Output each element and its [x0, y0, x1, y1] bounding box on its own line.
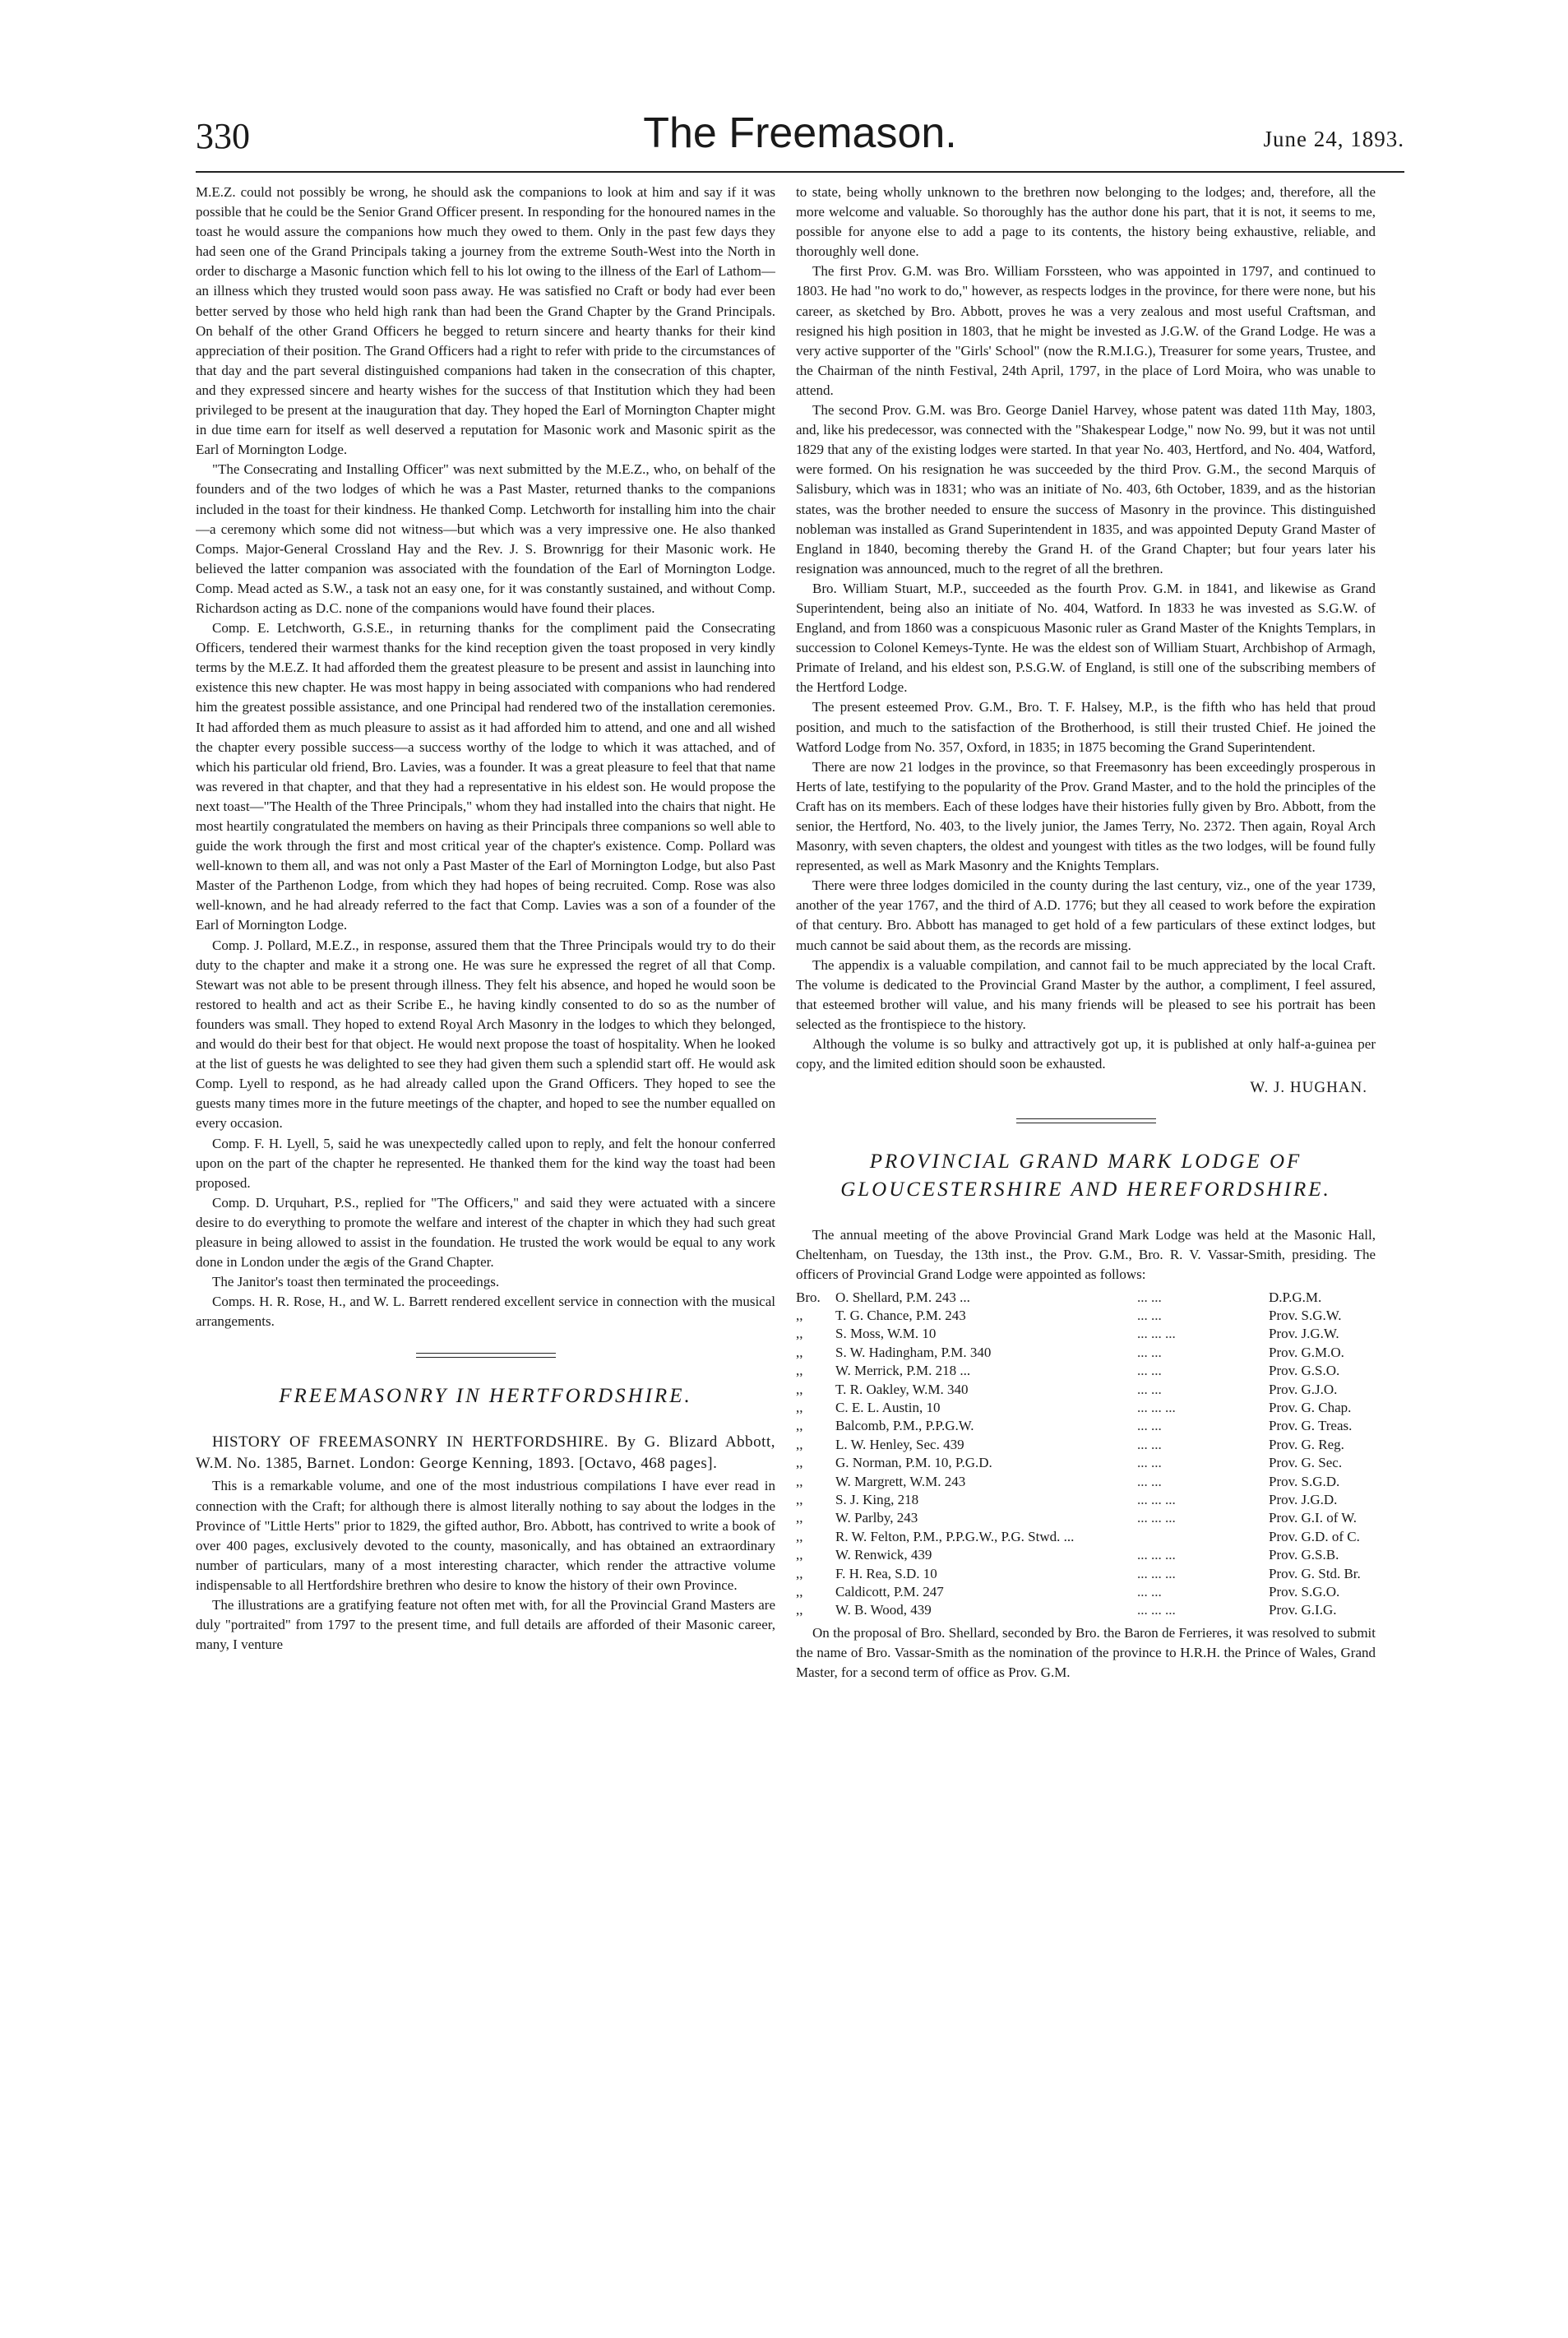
leader-dots: ... ... ...: [1137, 1326, 1176, 1342]
officer-row: [796, 1417, 1376, 1435]
officer-office: Prov. J.G.W.: [1269, 1326, 1339, 1342]
officer-row: [796, 1601, 1376, 1619]
officer-prefix: ,,: [796, 1307, 803, 1323]
officer-prefix: Bro.: [796, 1289, 821, 1305]
leader-dots: ... ... ...: [1137, 1547, 1176, 1563]
issue-date: June 24, 1893.: [1263, 127, 1404, 151]
officer-name: O. Shellard, P.M. 243 ...: [835, 1289, 970, 1305]
officer-office: Prov. S.G.O.: [1269, 1584, 1340, 1600]
article-paragraph: Comps. H. R. Rose, H., and W. L. Barrett rendered excellent service in connection with the musical arrangements.: [196, 1294, 775, 1330]
article-paragraph: The appendix is a valuable compilation, and cannot fail to be much appreciated by the local Craft. The volume is dedicated to the Provincial Grand Master by the author, a compliment, I feel assured, that esteemed brother will value, and his many friends will be pleased to see his portrait has been selected as the frontispiece to the history.: [796, 956, 1376, 1032]
officer-row: [796, 1436, 1376, 1454]
section-heading-hertfordshire: FREEMASONRY IN HERTFORDSHIRE.: [279, 1385, 692, 1408]
article-paragraph: to state, being wholly unknown to the brethren now belonging to the lodges; and, therefore, all the more welcome and valuable. So thoroughly has the author done his part, that it is not, it seems to me, possible for anyone else to add a page to its contents, the history being exhaustive, reliable, and thoroughly well done.: [796, 184, 1376, 260]
officer-prefix: ,,: [796, 1547, 803, 1563]
leader-dots: ... ...: [1137, 1307, 1162, 1323]
officer-name: W. Margrett, W.M. 243: [835, 1473, 966, 1489]
left-column: [196, 183, 775, 2288]
officer-row: [796, 1325, 1376, 1343]
officer-row: [796, 1399, 1376, 1417]
officer-prefix: ,,: [796, 1510, 803, 1526]
officer-name: G. Norman, P.M. 10, P.G.D.: [835, 1455, 992, 1471]
author-signature: W. J. HUGHAN.: [1250, 1079, 1367, 1097]
officer-row: [796, 1565, 1376, 1583]
leader-dots: ... ... ...: [1137, 1510, 1176, 1526]
article-paragraph: Although the volume is so bulky and attractively got up, it is published at only half-a-guinea per copy, and the limited edition should soon be exhausted.: [796, 1036, 1376, 1072]
officer-prefix: ,,: [796, 1326, 803, 1342]
officers-list: [796, 1289, 1376, 1620]
officer-office: Prov. G.I.G.: [1269, 1602, 1337, 1618]
officer-prefix: ,,: [796, 1491, 803, 1507]
officer-office: Prov. G.S.O.: [1269, 1363, 1340, 1379]
right-column: [796, 183, 1376, 2288]
officer-row: [796, 1307, 1376, 1325]
officer-office: Prov. G.M.O.: [1269, 1344, 1344, 1360]
article-paragraph: The annual meeting of the above Provincial Grand Mark Lodge was held at the Masonic Hall, Cheltenham, on Tuesday, the 13th inst., the Prov. G.M., Bro. R. V. Vassar-Smith, presiding. The officers of Provincial Grand Lodge were appointed as follows:: [796, 1227, 1376, 1283]
officer-row: [796, 1509, 1376, 1527]
section-heading-mark-lodge: PROVINCIAL GRAND MARK LODGE OF GLOUCESTERSHIRE AND HEREFORDSHIRE.: [840, 1150, 1331, 1201]
article-paragraph: This is a remarkable volume, and one of the most industrious compilations I have ever read in connection with the Craft; for although there is almost literally nothing to say about the lodges in the Province of "Little Herts" prior to 1829, the gifted author, Bro. Abbott, has contrived to write a book of over 400 pages, exclusively devoted to the county, masonically, and has obtained an extraordinary number of particulars, many of a most interesting character, which render the attractive volume indispensable to all Hertfordshire brethren who desire to know the history of their own Province.: [196, 1478, 775, 1593]
officer-name: W. Merrick, P.M. 218 ...: [835, 1363, 971, 1379]
article-paragraph: The first Prov. G.M. was Bro. William Forssteen, who was appointed in 1797, and continued to 1803. He had "no work to do," however, as respects lodges in the province, for there were none, but his career, as sketched by Bro. Abbott, proves he was a very zealous and most useful Craftsman, and resigned his high position in 1803, that he might be invested as J.G.W. of the Grand Lodge. He was a very active supporter of the "Girls' School" (now the R.M.I.G.), Treasurer for some years, Trustee, and the Chairman of the ninth Festival, 24th April, 1797, in the place of Lord Moira, who was unable to attend.: [796, 263, 1376, 398]
officer-prefix: ,,: [796, 1473, 803, 1489]
officer-name: W. B. Wood, 439: [835, 1602, 932, 1618]
officer-office: D.P.G.M.: [1269, 1289, 1322, 1305]
officer-office: Prov. G. Std. Br.: [1269, 1565, 1361, 1581]
article-paragraph: The present esteemed Prov. G.M., Bro. T. F. Halsey, M.P., is the fifth who has held that proud position, and much to the satisfaction of the Brotherhood, is still their trusted Chief. He joined the Watford Lodge from No. 357, Oxford, in 1835; in 1875 becoming the Grand Superintendent.: [796, 699, 1376, 755]
article-paragraph: Comp. J. Pollard, M.E.Z., in response, assured them that the Three Principals would try to do their duty to the chapter and make it a strong one. He was sure he expressed the regret of all that Comp. Stewart was not able to be present through illness. They felt his absence, and hoped he would soon be restored to health and act as their Scribe E., he having kindly consented to do so as the number of founders was small. They hoped to extend Royal Arch Masonry in the lodges to which they belonged, and would do their best for that object. He would next propose the toast of hospitality. When he looked at the list of guests he was delighted to see they had given them such a splendid start off. He would ask Comp. Lyell to respond, as he had already called upon the Grand Officers. They hoped to see the guests many times more in the future meetings of the chapter, and hoped to see the number equalled on every occasion.: [196, 937, 775, 1132]
officer-office: Prov. G. Chap.: [1269, 1399, 1352, 1415]
officer-row: [796, 1344, 1376, 1362]
officer-prefix: ,,: [796, 1455, 803, 1471]
leader-dots: ... ... ...: [1137, 1565, 1176, 1581]
officer-prefix: ,,: [796, 1399, 803, 1415]
section-divider: [416, 1353, 556, 1358]
officer-row: [796, 1473, 1376, 1491]
officer-office: Prov. G.I. of W.: [1269, 1510, 1358, 1526]
officer-name: T. R. Oakley, W.M. 340: [835, 1381, 969, 1397]
leader-dots: ... ...: [1137, 1363, 1162, 1379]
leader-dots: ... ...: [1137, 1344, 1162, 1360]
leader-dots: ... ...: [1137, 1584, 1162, 1600]
leader-dots: ... ...: [1137, 1473, 1162, 1489]
page-number: 330: [196, 116, 250, 156]
newspaper-title: The Freemason.: [643, 109, 957, 157]
officer-office: Prov. G.S.B.: [1269, 1547, 1339, 1563]
book-review-heading: HISTORY OF FREEMASONRY IN HERTFORDSHIRE. By G. Blizard Abbott, W.M. No. 1385, Barnet. London: George Kenning, 1893. [Octavo, 468 pages].: [196, 1433, 775, 1473]
officer-prefix: ,,: [796, 1344, 803, 1360]
officer-prefix: ,,: [796, 1584, 803, 1600]
officer-name: Balcomb, P.M., P.P.G.W.: [835, 1418, 974, 1434]
officer-office: Prov. G. Reg.: [1269, 1436, 1344, 1452]
article-paragraph: There were three lodges domiciled in the county during the last century, viz., one of the year 1739, another of the year 1767, and the third of A.D. 1776; but they all ceased to work before the expiration of that century. Bro. Abbott has managed to get hold of a few particulars of these extinct lodges, but much cannot be said about them, as the records are missing.: [796, 877, 1376, 953]
article-paragraph: Bro. William Stuart, M.P., succeeded as the fourth Prov. G.M. in 1841, and likewise as Grand Superintendent, being also an initiate of No. 404, Watford. In 1833 he was invested as S.G.W. of England, and from 1860 was a conspicuous Masonic ruler as Grand Master of the Knights Templars, in succession to Colonel Kemeys-Tynte. He was the eldest son of William Stuart, Archbishop of Armagh, Primate of Ireland, and his eldest son, P.S.G.W. of England, is still one of the subscribing members of the Hertford Lodge.: [796, 580, 1376, 696]
page-header: [196, 109, 1404, 164]
officer-name: L. W. Henley, Sec. 439: [835, 1436, 964, 1452]
article-paragraph: There are now 21 lodges in the province, so that Freemasonry has been exceedingly prosperous in Herts of late, testifying to the popularity of the Prov. Grand Master, and to the hold the principles of the Craft has on its members. Each of these lodges have their histories fully given by Bro. Abbott, from the senior, the Hertford, No. 403, to the lively junior, the James Terry, No. 2372. Then again, Royal Arch Masonry, with seven chapters, the oldest and youngest with titles as the two lodges, will be found fully represented, as well as Mark Masonry and the Knights Templars.: [796, 758, 1376, 874]
officer-prefix: ,,: [796, 1436, 803, 1452]
article-paragraph: Comp. E. Letchworth, G.S.E., in returning thanks for the compliment paid the Consecrating Officers, tendered their warmest thanks for the kind reception given the toast proposed in very kindly terms by the M.E.Z. It had afforded them the greatest pleasure to be present and assist in launching into existence this new chapter. He was most happy in being associated with companions who had rendered him the greatest possible assistance, and one Principal had rendered two of the installation ceremonies. It had afforded them as much pleasure to assist as it had afforded him to attend, and one and all wished the chapter every possible success—a success worthy of the lodge to which it was attached, and of which his particular old friend, Bro. Lavies, was a founder. It was a great pleasure to feel that that name was revered in that chapter, and that they had a representative in his eldest son. He would propose the next toast—"The Health of the Three Principals," whom they had installed into the chairs that night. He most heartily congratulated the members on having as their Principals three companions so well able to guide the work through the first and most critical year of the chapter's existence. Comp. Pollard was well-known to them all, and was not only a Past Master of the Earl of Mornington Lodge, but also Past Master of the Parthenon Lodge, from which they had hopes of being recruited. Comp. Rose was also well-known, and he had already referred to the fact that Comp. Lavies was a son of a founder of the Earl of Mornington Lodge.: [196, 620, 775, 933]
article-paragraph: On the proposal of Bro. Shellard, seconded by Bro. the Baron de Ferrieres, it was resolved to submit the name of Bro. Vassar-Smith as the nomination of the province to H.R.H. the Prince of Wales, Grand Master, for a second term of office as Prov. G.M.: [796, 1624, 1376, 1680]
officer-office: Prov. G. Treas.: [1269, 1418, 1353, 1434]
officer-office: Prov. G.J.O.: [1269, 1381, 1338, 1397]
officer-prefix: ,,: [796, 1565, 803, 1581]
officer-row: [796, 1381, 1376, 1399]
officer-row: [796, 1454, 1376, 1472]
leader-dots: ... ...: [1137, 1455, 1162, 1471]
officer-row: [796, 1528, 1376, 1546]
officer-row: [796, 1491, 1376, 1509]
officer-office: Prov. G. Sec.: [1269, 1455, 1343, 1471]
officer-row: [796, 1362, 1376, 1380]
officer-name: Caldicott, P.M. 247: [835, 1584, 944, 1600]
leader-dots: ... ...: [1137, 1436, 1162, 1452]
leader-dots: ... ...: [1137, 1418, 1162, 1434]
officer-name: W. Parlby, 243: [835, 1510, 918, 1526]
article-paragraph: "The Consecrating and Installing Officer" was next submitted by the M.E.Z., who, on behalf of the founders and of the two lodges of which he was a Past Master, returned thanks to the companions included in the toast for their kindness. He thanked Comp. Letchworth for installing him into the chair—a ceremony which some did not witness—but which was a very impressive one. He also thanked Comps. Major-General Crossland Hay and the Rev. J. S. Brownrigg for their Masonic work. He believed the latter companion was associated with the foundation of the Earl of Mornington Lodge. Comp. Mead acted as S.W., a task not an easy one, for it was constantly sustained, and without Comp. Richardson acting as D.C. none of the companions would have found their places.: [196, 461, 775, 616]
officer-name: R. W. Felton, P.M., P.P.G.W., P.G. Stwd. ...: [835, 1528, 1075, 1544]
officer-row: [796, 1546, 1376, 1564]
officer-office: Prov. J.G.D.: [1269, 1491, 1338, 1507]
officer-name: W. Renwick, 439: [835, 1547, 932, 1563]
officer-name: C. E. L. Austin, 10: [835, 1399, 941, 1415]
officer-prefix: ,,: [796, 1363, 803, 1379]
article-paragraph: The second Prov. G.M. was Bro. George Daniel Harvey, whose patent was dated 11th May, 1803, and, like his predecessor, was connected with the "Shakespear Lodge," now No. 99, but it was not until 1829 that any of the existing lodges were started. In that year No. 403, Hertford, and No. 404, Watford, were formed. On his resignation he was succeeded by the third Prov. G.M., the second Marquis of Salisbury, which was in 1831; who was an initiate of No. 403, 6th October, 1839, and as the historian states, was the brother needed to ensure the success of Masonry in the province. This distinguished nobleman was installed as Grand Superintendent in 1835, and was appointed Deputy Grand Master of England in 1840, becoming thereby the Grand H. of the Grand Chapter; but four years later his resignation was announced, much to the regret of all the brethren.: [796, 402, 1376, 576]
officer-office: Prov. S.G.D.: [1269, 1473, 1340, 1489]
leader-dots: ... ...: [1137, 1289, 1162, 1305]
leader-dots: [1137, 1528, 1269, 1546]
officer-row: [796, 1583, 1376, 1601]
header-rule: [196, 171, 1404, 173]
article-paragraph: M.E.Z. could not possibly be wrong, he should ask the companions to look at him and say if it was possible that he could be the Senior Grand Officer present. In responding for the honoured names in the toast he would assure the companions how much they owed to them. Only in the past few days they had seen one of the Grand Principals taking a journey from the extreme South-West into the North in order to discharge a Masonic function which fell to his lot owing to the illness of the Earl of Lathom—an illness which they trusted would soon pass away. He was satisfied no Craft or body had ever been better served by those who held high rank than had been the Grand Chapter by the Grand Principals. On behalf of the other Grand Officers he begged to return sincere and hearty thanks for their kind appreciation of their position. The Grand Officers had a right to refer with pride to the circumstances of that day and the part several distinguished companions had taken in the consecration of this chapter, and they expressed sincere and hearty wishes for the success of that Institution which they had been privileged to be present at the inauguration that day. They hoped the Earl of Mornington Chapter might in due time earn for itself as well deserved a reputation for Masonic work and Masonic spirit as the Earl of Mornington Lodge.: [196, 184, 775, 458]
officer-name: T. G. Chance, P.M. 243: [835, 1307, 966, 1323]
leader-dots: ... ... ...: [1137, 1491, 1176, 1507]
officer-prefix: ,,: [796, 1602, 803, 1618]
section-divider: [1016, 1118, 1156, 1123]
leader-dots: ... ...: [1137, 1381, 1162, 1397]
officer-name: S. Moss, W.M. 10: [835, 1326, 937, 1342]
officer-name: S. W. Hadingham, P.M. 340: [835, 1344, 992, 1360]
article-paragraph: The illustrations are a gratifying feature not often met with, for all the Provincial Grand Masters are duly "portraited" from 1797 to the present time, and full details are afforded of their Masonic career, many, I venture: [196, 1597, 775, 1653]
officer-prefix: ,,: [796, 1528, 803, 1544]
article-paragraph: Comp. D. Urquhart, P.S., replied for "The Officers," and said they were actuated with a sincere desire to do everything to promote the welfare and interest of the chapter in which they had such great pleasure in being allowed to assist in the foundation. He trusted the work would be equal to any work done in London under the ægis of the Grand Chapter.: [196, 1194, 775, 1271]
leader-dots: ... ... ...: [1137, 1399, 1176, 1415]
officer-row: [796, 1289, 1376, 1307]
officer-prefix: ,,: [796, 1381, 803, 1397]
officer-prefix: ,,: [796, 1418, 803, 1434]
officer-name: S. J. King, 218: [835, 1491, 919, 1507]
officer-office: Prov. G.D. of C.: [1269, 1528, 1360, 1544]
officer-name: F. H. Rea, S.D. 10: [835, 1565, 937, 1581]
article-paragraph: Comp. F. H. Lyell, 5, said he was unexpectedly called upon to reply, and felt the honour conferred upon on the part of the chapter he represented. He thanked them for the kind way the toast had been proposed.: [196, 1135, 775, 1191]
leader-dots: ... ... ...: [1137, 1602, 1176, 1618]
officer-office: Prov. S.G.W.: [1269, 1307, 1342, 1323]
article-paragraph: The Janitor's toast then terminated the proceedings.: [212, 1274, 500, 1290]
